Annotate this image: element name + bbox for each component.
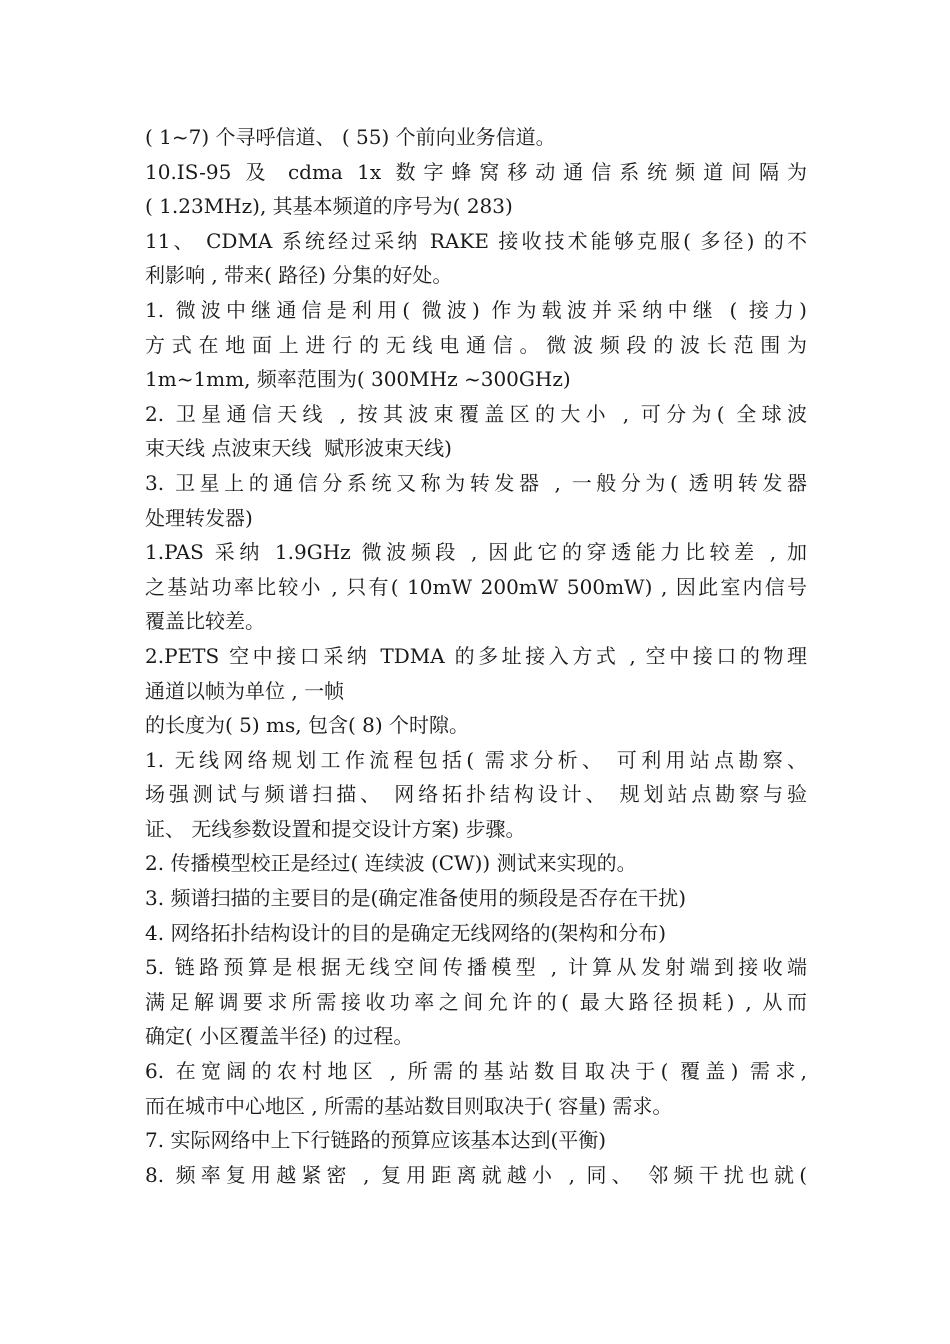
- text-line: 4. 网络拓扑结构设计的目的是确定无线网络的(架构和分布): [145, 920, 667, 945]
- text-line: 证、 无线参数设置和提交设计方案) 步骤。: [145, 816, 526, 841]
- text-line: 3. 卫星上的通信分系统又称为转发器 , 一般分为( 透明转发器: [145, 470, 807, 495]
- text-line: 利影响 , 带来( 路径) 分集的好处。: [145, 263, 453, 288]
- text-line: 5. 链路预算是根据无线空间传播模型 , 计算从发射端到接收端: [145, 955, 807, 980]
- text-line: 处理转发器): [145, 505, 253, 530]
- text-line: 1m~1mm, 频率范围为( 300MHz ~300GHz): [145, 367, 571, 392]
- text-line: 3. 频谱扫描的主要目的是(确定准备使用的频段是否存在干扰): [145, 886, 687, 911]
- text-line: 2. 卫星通信天线 , 按其波束覆盖区的大小 , 可分为( 全球波: [145, 401, 807, 426]
- text-line: 2. 传播模型校正是经过( 连续波 (CW)) 测试来实现的。: [145, 851, 637, 876]
- text-line: 通道以帧为单位 , 一帧: [145, 678, 345, 703]
- text-line: 1.PAS 采纳 1.9GHz 微波频段 , 因此它的穿透能力比较差 , 加: [145, 540, 807, 565]
- text-line: 1. 无线网络规划工作流程包括( 需求分析、 可利用站点勘察、: [145, 747, 807, 772]
- text-line: ( 1~7) 个寻呼信道、 ( 55) 个前向业务信道。: [145, 125, 556, 149]
- text-line: 6. 在宽阔的农村地区 , 所需的基站数目取决于( 覆盖) 需求,: [145, 1059, 807, 1084]
- text-line: 确定( 小区覆盖半径) 的过程。: [145, 1024, 414, 1049]
- text-line: 11、 CDMA 系统经过采纳 RAKE 接收技术能够克服( 多径) 的不: [145, 228, 807, 253]
- text-line: 场强测试与频谱扫描、 网络拓扑结构设计、 规划站点勘察与验: [145, 782, 807, 807]
- text-line: 覆盖比较差。: [145, 609, 265, 634]
- text-line: 束天线 点波束天线 赋形波束天线): [145, 436, 452, 461]
- text-line: 7. 实际网络中上下行链路的预算应该基本达到(平衡): [145, 1128, 607, 1153]
- text-line: 而在城市中心地区 , 所需的基站数目则取决于( 容量) 需求。: [145, 1093, 673, 1118]
- text-line: ( 1.23MHz), 其基本频道的序号为( 283): [145, 194, 513, 219]
- text-line: 2.PETS 空中接口采纳 TDMA 的多址接入方式 , 空中接口的物理: [145, 643, 807, 668]
- text-line: 之基站功率比较小 , 只有( 10mW 200mW 500mW) , 因此室内信号: [145, 574, 807, 599]
- text-line: 方式在地面上进行的无线电通信。微波频段的波长范围为: [145, 332, 807, 357]
- text-line: 10.IS-95 及 cdma 1x 数字蜂窝移动通信系统频道间隔为: [145, 159, 807, 184]
- document-body: [145, 120, 807, 1192]
- text-line: 8. 频率复用越紧密 , 复用距离就越小 , 同、 邻频干扰也就(: [145, 1162, 807, 1187]
- text-line: 1. 微波中继通信是利用( 微波) 作为载波并采纳中继 ( 接力): [145, 297, 807, 322]
- text-line: 的长度为( 5) ms, 包含( 8) 个时隙。: [145, 713, 470, 738]
- text-line: 满足解调要求所需接收功率之间允许的( 最大路径损耗) , 从而: [145, 989, 807, 1014]
